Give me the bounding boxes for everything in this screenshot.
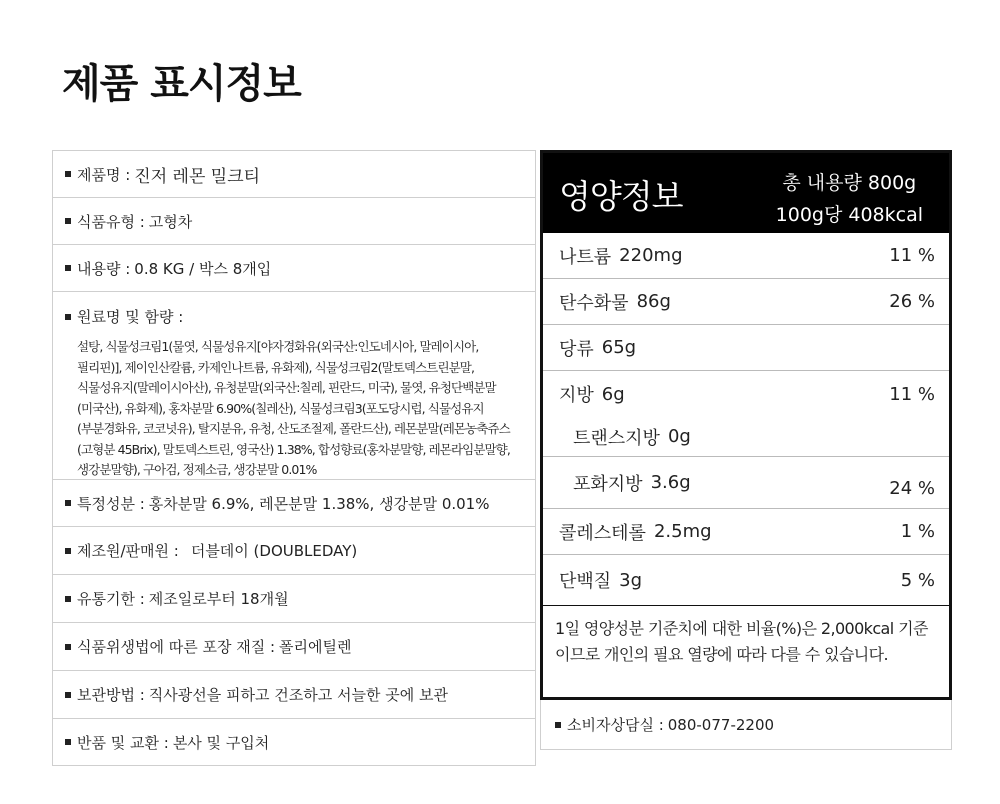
nutrient-amount: 2.5mg (653, 521, 712, 542)
bullet-icon (65, 218, 71, 224)
special-ingredients-label: 특정성분 : (77, 494, 145, 513)
food-type-value: 고형차 (148, 212, 193, 231)
special-ingredients-value: 홍차분말 6.9%, 레몬분말 1.38%, 생강분말 0.01% (148, 494, 490, 513)
bullet-icon (65, 692, 71, 698)
nutrient-row-sodium (543, 233, 949, 279)
nutrient-percent: 5 % (900, 569, 935, 591)
nutrient-name: 단백질 (559, 571, 612, 592)
expiry-value: 제조일로부터 18개월 (148, 590, 289, 608)
info-row-food-type (53, 198, 535, 245)
info-row-manufacturer (53, 527, 535, 575)
nutrient-amount: 3.6g (650, 472, 691, 493)
nutrient-amount: 6g (601, 383, 625, 405)
nutrient-amount: 86g (636, 291, 671, 312)
nutrient-amount: 3g (619, 569, 643, 591)
nutrient-name: 나트륨 (559, 246, 612, 268)
manufacturer-label: 제조원/판매원 : (77, 542, 179, 560)
customer-service-row (540, 700, 952, 750)
bullet-icon (65, 596, 71, 602)
bullet-icon (65, 500, 71, 506)
food-type-label: 식품유형 : (77, 212, 145, 231)
nutrient-percent: 1 % (900, 521, 935, 542)
nutrient-name: 탄수화물 (559, 292, 629, 314)
nutrient-row-carbohydrate (543, 279, 949, 325)
nutrient-row-protein (543, 555, 949, 605)
nutrient-amount: 0g (667, 426, 691, 447)
calories-per-100g: 100g당 408kcal (775, 204, 923, 226)
packaging-label: 식품위생법에 따른 포장 재질 : (77, 638, 276, 656)
nutrient-row-fat (543, 371, 949, 417)
total-volume: 총 내용량 800g (782, 172, 917, 194)
nutrient-row-sugars (543, 325, 949, 371)
customer-service-label: 소비자상담실 : (567, 716, 664, 734)
nutrition-header (543, 153, 949, 233)
bullet-icon (65, 739, 71, 745)
bullet-icon (65, 171, 71, 177)
returns-label: 반품 및 교환 : (77, 733, 169, 752)
bullet-icon (65, 548, 71, 554)
nutrient-name: 트랜스지방 (573, 427, 660, 449)
info-row-special-ingredients (53, 480, 535, 527)
storage-value: 직사광선을 피하고 건조하고 서늘한 곳에 보관 (148, 686, 448, 704)
bullet-icon (555, 722, 561, 728)
customer-service-phone: 080-077-2200 (667, 715, 775, 734)
daily-value-note: 1일 영양성분 기준치에 대한 비율(%)은 2,000kcal 기준이므로 개인의 필요 열량에 따라 다를 수 있습니다. (543, 605, 949, 668)
info-row-ingredients (53, 292, 535, 480)
product-name-label: 제품명 : (77, 165, 131, 184)
bullet-icon (65, 265, 71, 271)
bullet-icon (65, 644, 71, 650)
nutrient-row-cholesterol (543, 509, 949, 555)
nutrition-total (776, 167, 923, 231)
info-row-packaging (53, 623, 535, 671)
nutrition-title: 영양정보 (559, 177, 683, 216)
nutrient-percent: 11 % (889, 383, 935, 405)
nutrient-name: 콜레스테롤 (559, 522, 646, 544)
info-row-returns (53, 719, 535, 765)
nutrient-name: 지방 (559, 385, 594, 406)
nutrient-amount: 220mg (619, 245, 683, 266)
volume-value: 0.8 KG / 박스 8개입 (134, 259, 272, 278)
returns-value: 본사 및 구입처 (172, 733, 270, 752)
ingredients-text: 설탕, 식물성크림1(물엿, 식물성유지[야자경화유(외국산:인도네시아, 말레이시아, 필리핀)], 제이인산칼륨, 카제인나트륨, 유화제), 식물성크림2(말토덱스트린분말, 식물성유지(말레이시아산), 유청분말(외국산:칠레, 핀란드, 미국), 물엿, 유청단백분말(미국산), 유화제), 홍차분말 6.90%(칠레산), 식물성크림3(포도당시럽, 식물성유지(부분경화유, 코코넛유), 탈지분유, 유청, 산도조절제, 폴란드산), 레몬분말(레몬농축쥬스(고형분 45Brix), 말토덱스트린, 영국산) 1.38%, 합성향료(홍차분말향, 레몬라임분말향, 생강분말향), 구아검, 정제소금, 생강분말 0.01% (77, 339, 510, 477)
nutrient-row-trans-fat (543, 417, 949, 457)
product-info-table (52, 150, 536, 766)
nutrition-facts-panel (540, 150, 952, 700)
nutrient-percent: 11 % (889, 245, 935, 266)
volume-label: 내용량 : (77, 259, 131, 278)
info-row-storage (53, 671, 535, 719)
manufacturer-value: 더블데이 (DOUBLEDAY) (190, 542, 358, 560)
nutrient-percent: 24 % (889, 478, 935, 499)
ingredients-label: 원료명 및 함량 : (77, 308, 184, 326)
bullet-icon (65, 314, 71, 320)
nutrient-row-saturated-fat (543, 457, 949, 509)
expiry-label: 유통기한 : (77, 590, 145, 608)
info-row-expiry (53, 575, 535, 623)
info-row-volume (53, 245, 535, 292)
nutrient-name: 포화지방 (573, 473, 643, 495)
nutrient-amount: 65g (601, 337, 637, 358)
storage-label: 보관방법 : (77, 686, 145, 704)
nutrient-name: 당류 (559, 338, 594, 360)
page-title: 제품 표시정보 (62, 61, 301, 107)
product-name-value: 진저 레몬 밀크티 (134, 166, 261, 187)
packaging-value: 폴리에틸렌 (279, 638, 352, 656)
nutrient-percent: 26 % (889, 291, 935, 312)
info-row-product-name (53, 151, 535, 198)
